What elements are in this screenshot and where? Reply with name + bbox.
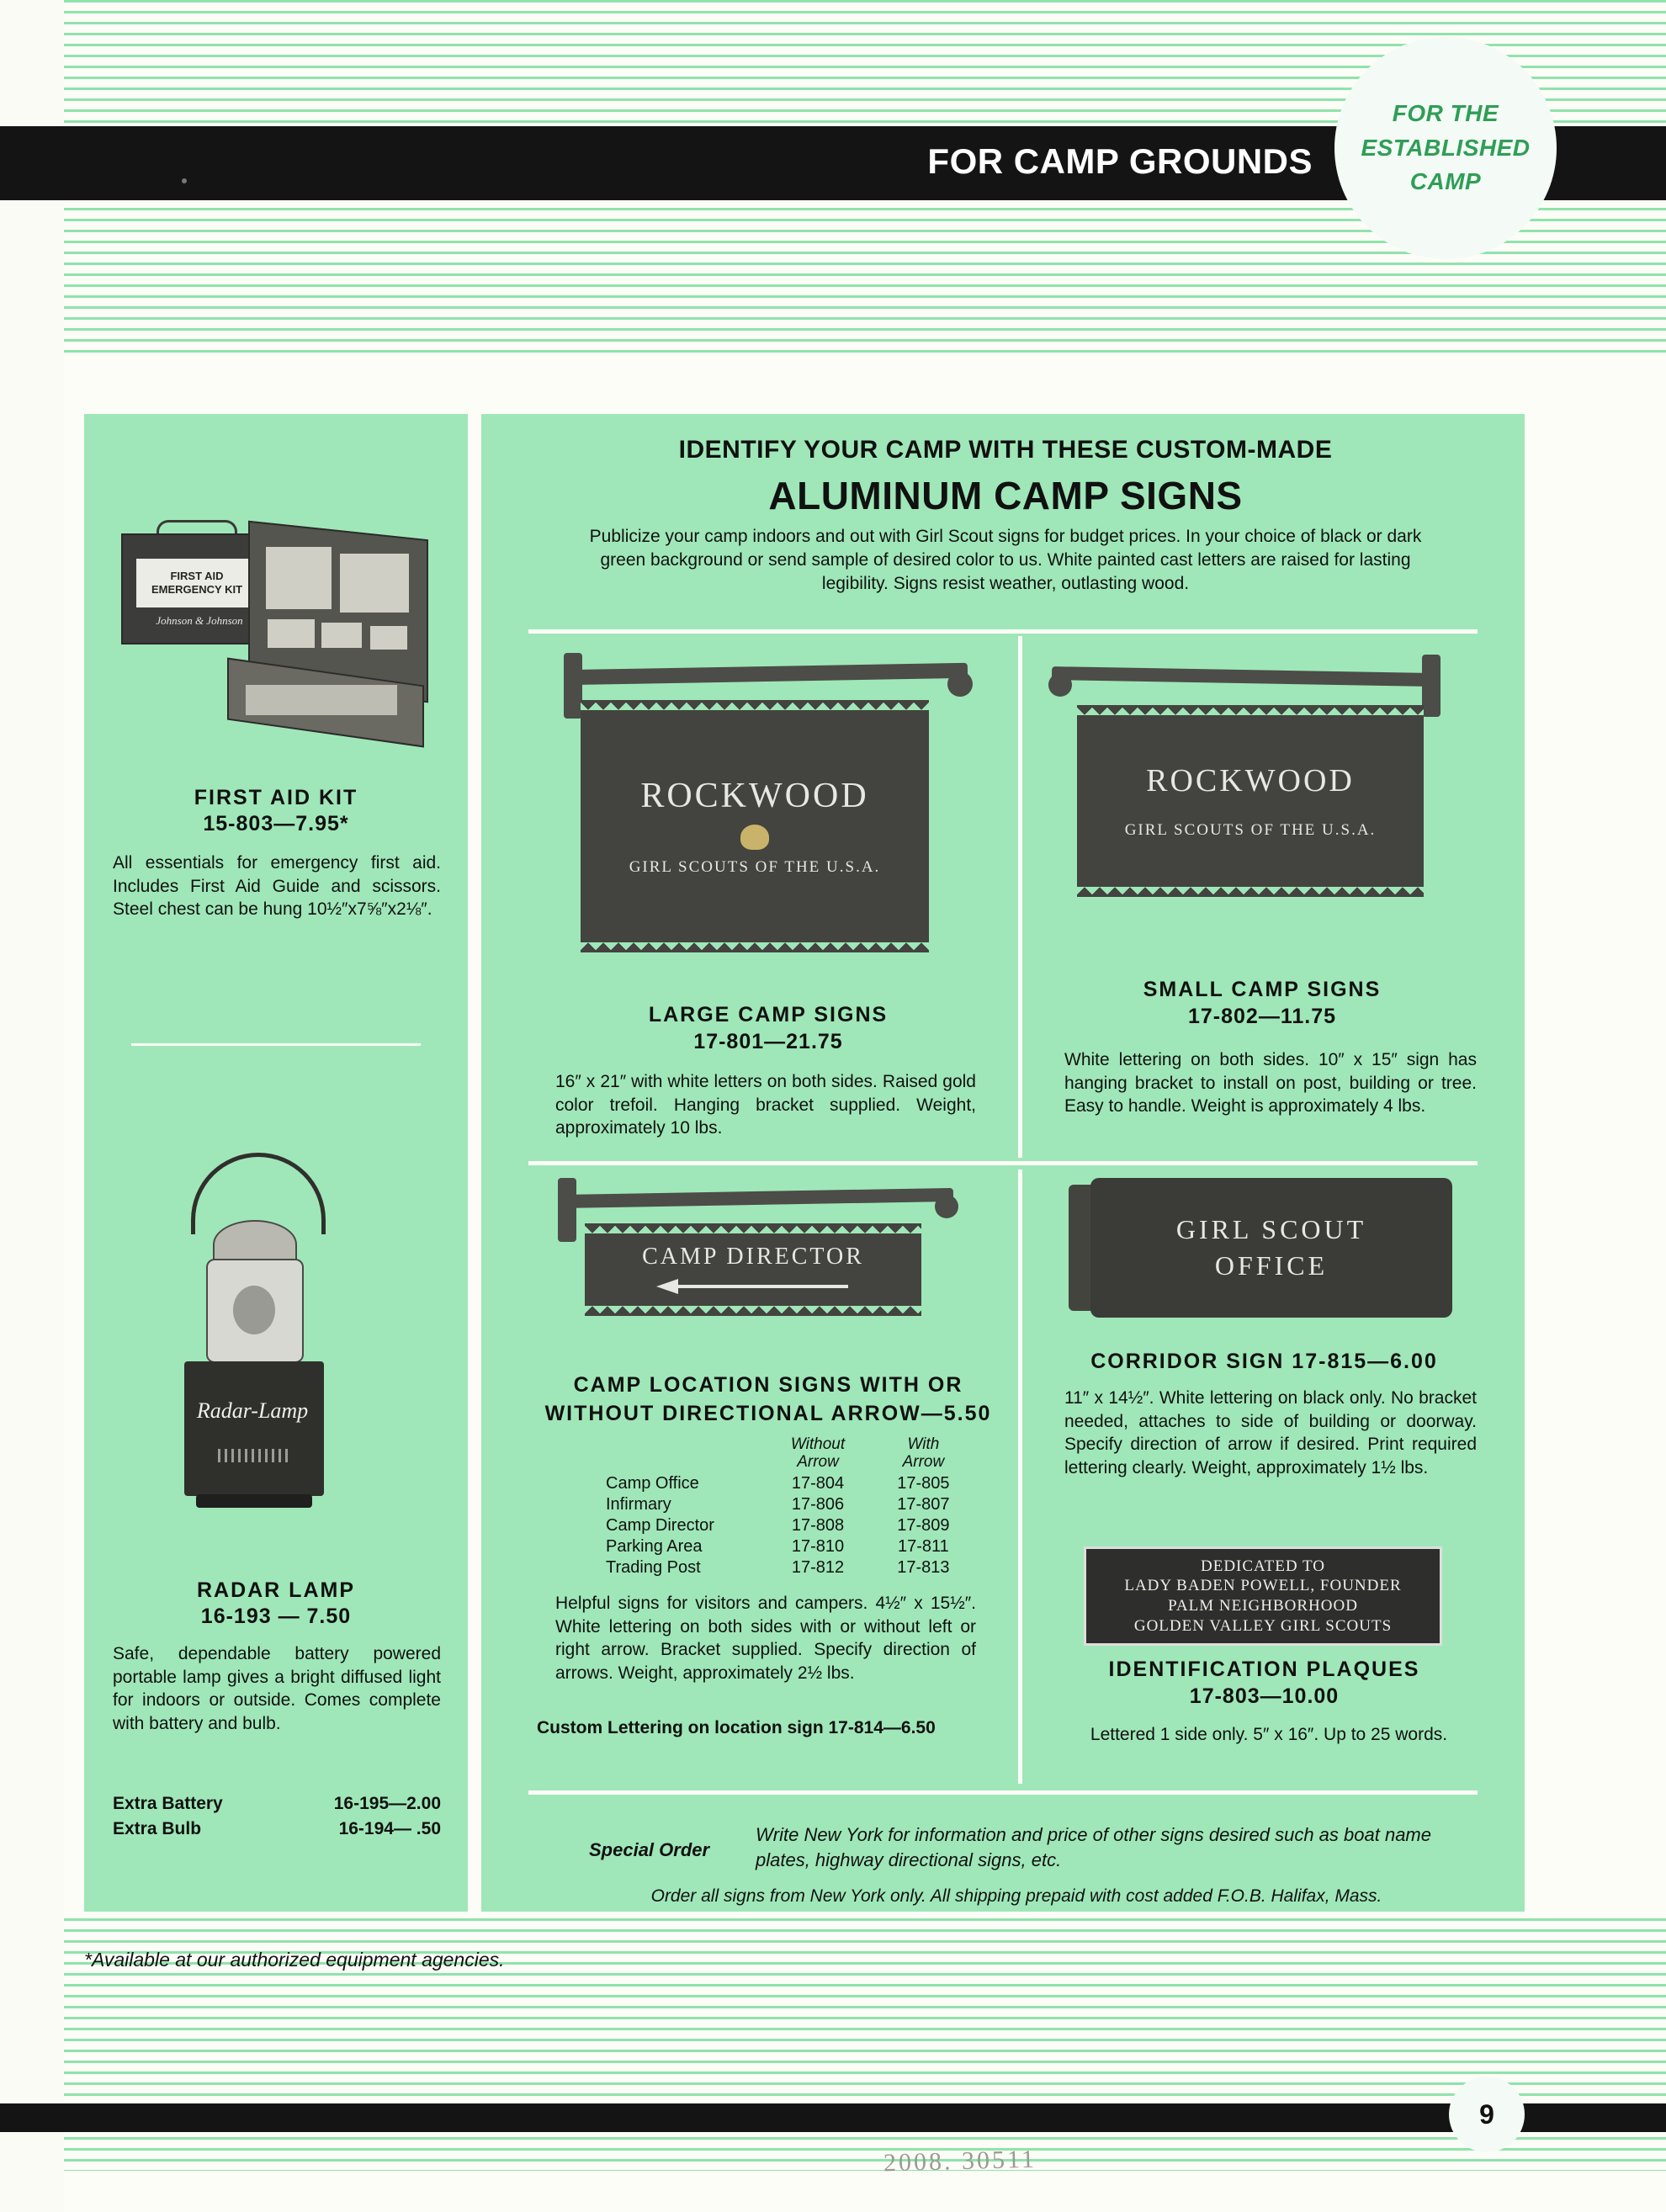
small-camp-sign-title: SMALL CAMP SIGNS [1143, 978, 1382, 1001]
large-camp-sign-description: 16″ x 21″ with white letters on both sides. Raised gold color trefoil. Hanging bracket supplied. Weight, approximately 10 lbs. [555, 1072, 976, 1138]
small-sign-line-2: GIRL SCOUTS OF THE U.S.A. [1124, 821, 1377, 839]
row-name: Camp Office [606, 1473, 699, 1493]
table-row [606, 1536, 976, 1557]
signs-heading: ALUMINUM CAMP SIGNS [768, 474, 1243, 517]
corridor-sign-title: CORRIDOR SIGN 17-815—6.00 [1090, 1350, 1438, 1373]
location-signs-title-line2: WITHOUT DIRECTIONAL ARROW—5.50 [544, 1402, 992, 1425]
col-header-with-arrow: With Arrow [902, 1435, 945, 1471]
row-name: Parking Area [606, 1536, 703, 1556]
row-name: Camp Director [606, 1515, 714, 1535]
row-without-code: 17-806 [791, 1494, 845, 1514]
extra-bulb-code: 16-194— .50 [338, 1819, 441, 1838]
location-signs-description: Helpful signs for visitors and campers. 4½″ x 15½″. White lettering on both sides with or without left or right arrow. Bracket supplied. Specify direction of arrows. Weight, approximately 2½ lbs. [555, 1594, 976, 1684]
large-camp-sign-photo [555, 648, 976, 984]
page-left-edge [0, 0, 64, 2212]
badge-line-1: FOR THE [1392, 100, 1499, 127]
rule-bottom [528, 1790, 1478, 1795]
extra-battery-row [113, 1794, 441, 1814]
location-signs-title-line1: CAMP LOCATION SIGNS WITH OR [573, 1373, 963, 1397]
first-aid-kit-code: 15-803—7.95* [203, 812, 349, 835]
radar-lamp-photo [147, 1153, 358, 1523]
large-sign-line-2: GIRL SCOUTS OF THE U.S.A. [629, 858, 881, 876]
radar-lamp-title: RADAR LAMP [196, 1578, 356, 1602]
small-camp-sign-photo [1060, 655, 1464, 957]
badge-line-3: CAMP [1409, 168, 1482, 195]
custom-lettering-note: Custom Lettering on location sign 17-814—6.50 [537, 1718, 936, 1737]
large-camp-sign-code: 17-801—21.75 [693, 1030, 843, 1053]
radar-lamp-script-label: Radar-Lamp [196, 1398, 309, 1423]
location-signs-table [606, 1435, 976, 1578]
left-arrow-icon [656, 1277, 850, 1296]
identification-plaques-title: IDENTIFICATION PLAQUES [1108, 1658, 1420, 1681]
special-order-text: Write New York for information and price of other signs desired such as boat name plates, highway directional signs, etc. [756, 1824, 1431, 1870]
table-header-row [606, 1435, 976, 1473]
extra-battery-label: Extra Battery [113, 1794, 223, 1813]
table-row [606, 1473, 976, 1494]
established-camp-badge [1334, 37, 1557, 259]
row-with-code: 17-807 [897, 1494, 950, 1514]
row-without-code: 17-808 [791, 1515, 845, 1535]
camp-location-sign-photo [551, 1178, 989, 1363]
corridor-sign-line-2: OFFICE [1214, 1250, 1329, 1281]
extra-bulb-label: Extra Bulb [113, 1819, 202, 1838]
col-header-name [606, 1435, 765, 1473]
row-without-code: 17-804 [791, 1473, 845, 1493]
rule-middle [528, 1161, 1478, 1165]
rule-vertical-bottom [1018, 1170, 1022, 1784]
badge-line-2: ESTABLISHED [1361, 134, 1531, 161]
row-with-code: 17-813 [897, 1557, 950, 1577]
small-sign-line-1: ROCKWOOD [1146, 763, 1355, 798]
left-panel-divider [131, 1043, 421, 1046]
footer-bar [0, 2103, 1666, 2132]
small-camp-sign-description: White lettering on both sides. 10″ x 15″ sign has hanging bracket to install on post, building or tree. Easy to handle. Weight is approximately 4 lbs. [1064, 1050, 1477, 1117]
page-title: FOR CAMP GROUNDS [927, 141, 1313, 181]
page-number: 9 [1479, 2098, 1494, 2130]
camp-director-sign-text: CAMP DIRECTOR [642, 1244, 864, 1270]
first-aid-brand: Johnson & Johnson [156, 614, 243, 627]
identification-plaques-description: Lettered 1 side only. 5″ x 16″. Up to 25 words. [1090, 1725, 1448, 1744]
radar-lamp-description: Safe, dependable battery powered portable lamp gives a bright diffused light for indoors or outside. Comes complete with battery and bulb. [113, 1644, 441, 1734]
plaque-line-1: DEDICATED TO [1201, 1557, 1325, 1575]
row-with-code: 17-809 [897, 1515, 950, 1535]
corridor-sign-line-1: GIRL SCOUT [1175, 1214, 1367, 1244]
signs-subheading: IDENTIFY YOUR CAMP WITH THESE CUSTOM-MADE [678, 436, 1333, 464]
first-aid-case-label: FIRST AID EMERGENCY KIT [151, 569, 243, 596]
trefoil-emblem [740, 825, 769, 850]
small-camp-sign-code: 17-802—11.75 [1187, 1005, 1337, 1028]
pencil-annotation: 2008. 30511 [883, 2145, 1037, 2178]
first-aid-kit-title: FIRST AID KIT [194, 786, 358, 809]
page-number-badge [1449, 2077, 1525, 2152]
rule-top [528, 629, 1478, 634]
corridor-sign-description: 11″ x 14½″. White lettering on black only. No bracket needed, attaches to side of building or doorway. Specify direction of arrow if desired. Print required lettering clearly. Weight, approximately 1½ lbs. [1064, 1388, 1477, 1478]
large-camp-sign-title: LARGE CAMP SIGNS [648, 1003, 889, 1026]
extra-battery-code: 16-195—2.00 [333, 1794, 441, 1813]
table-row [606, 1494, 976, 1515]
plaque-line-4: GOLDEN VALLEY GIRL SCOUTS [1133, 1616, 1393, 1635]
signs-intro-text: Publicize your camp indoors and out with Girl Scout signs for budget prices. In your choice of black or dark green background or send sample of desired color to us. White painted cast letters are raised for lasting legibility. Signs resist weather, outlasting wood. [589, 527, 1422, 594]
order-note: Order all signs from New York only. All shipping prepaid with cost added F.O.B. Halifax, Mass. [650, 1886, 1382, 1906]
radar-lamp-code: 16-193 — 7.50 [200, 1605, 352, 1628]
large-sign-line-1: ROCKWOOD [640, 777, 869, 815]
row-name: Infirmary [606, 1494, 671, 1514]
rule-vertical-top [1018, 636, 1022, 1158]
special-order-label: Special Order [589, 1839, 710, 1860]
first-aid-kit-description: All essentials for emergency first aid. Includes First Aid Guide and scissors. Steel chest can be hung 10½″x7⅝″x2⅛″. [113, 853, 441, 920]
plaque-line-3: PALM NEIGHBORHOOD [1168, 1597, 1358, 1615]
extra-bulb-row [113, 1819, 441, 1839]
table-row [606, 1515, 976, 1536]
corridor-sign-photo [1069, 1178, 1464, 1329]
first-aid-kit-photo [101, 515, 446, 742]
row-without-code: 17-812 [791, 1557, 845, 1577]
page-footnote: *Available at our authorized equipment agencies. [84, 1949, 505, 1971]
badge-text [1361, 97, 1531, 199]
row-name: Trading Post [606, 1557, 701, 1577]
identification-plaques-code: 17-803—10.00 [1189, 1684, 1340, 1708]
plaque-line-2: LADY BADEN POWELL, FOUNDER [1124, 1577, 1402, 1595]
table-row [606, 1557, 976, 1578]
row-with-code: 17-805 [897, 1473, 950, 1493]
identification-plaque-photo [1084, 1546, 1442, 1646]
row-without-code: 17-810 [791, 1536, 845, 1556]
col-header-without-arrow: Without Arrow [790, 1435, 846, 1471]
row-with-code: 17-811 [897, 1536, 949, 1556]
